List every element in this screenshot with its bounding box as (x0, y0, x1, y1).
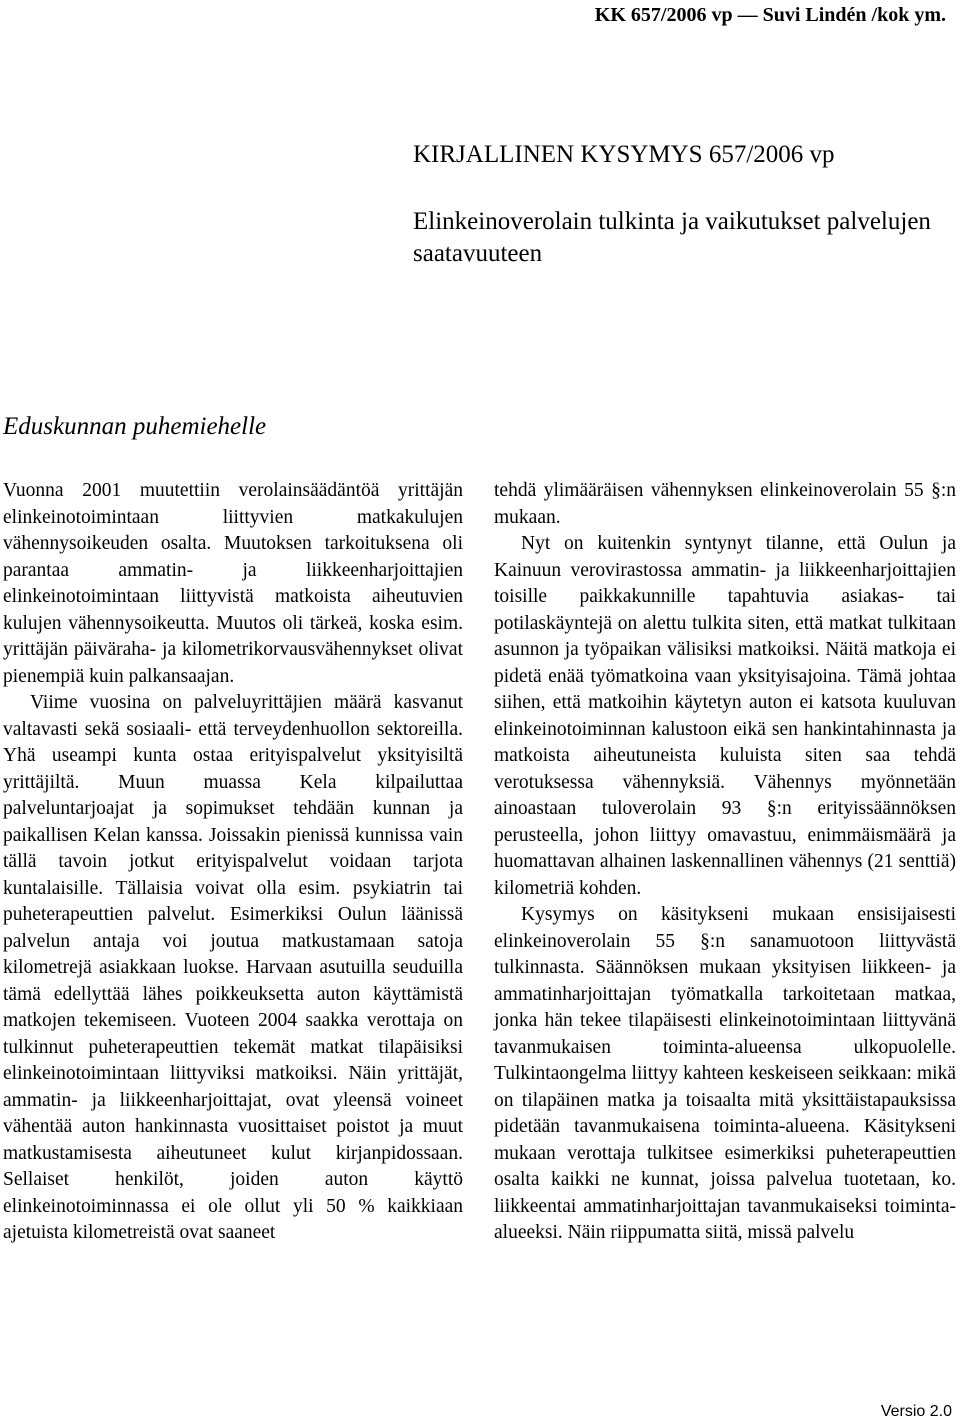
document-reference: KK 657/2006 vp — Suvi Lindén /kok ym. (594, 4, 946, 26)
addressee: Eduskunnan puhemiehelle (3, 413, 267, 440)
title-block (413, 140, 953, 270)
paragraph: Kysymys on käsitykseni mukaan ensisijaisesti elinkeinoverolain 55 §:n sanamuotoon liittyvästä tulkinnasta. Säännöksen mukaan yksityisen liikkeen- ja ammatinharjoittajan työmatkalla tarkoitetaan matkaa, jonka hän tekee tilapäisesti elinkeinotoimintaan liittyvänä tavanmukaisen toiminta-alueensa ulkopuolelle. Tulkintaongelma liittyy kahteen keskeiseen seikkaan: mikä on tilapäinen matka ja toisaalta mitä yksittäistapauksissa pidetään tavanmukaisena toiminta-alueena. Käsitykseni mukaan verottaja tulkitsee esimerkiksi puheterapeuttien osalta kaikki ne kunnat, joissa palvelua tuotetaan, ko. liikkeentai ammatinharjoittajan tavanmukaiseksi toiminta-alueeksi. Näin riippumatta siitä, missä palvelu (494, 904, 956, 1243)
paragraph: Nyt on kuitenkin syntynyt tilanne, että Oulun ja Kainuun verovirastossa ammatin- ja liikkeenharjoittajien toisille paikkakunnille tapahtuvia asiakas- tai potilaskäyntejä on alettu tulkita siten, että matkat tulkitaan asunnon ja työpaikan välisiksi matkoiksi. Näitä matkoja ei pidetä enää työmatkoina vaan yksityisajoina. Tämä johtaa siihen, että matkoihin käytetyn auton ei katsota kuuluvan elinkeinotoiminnan kalustoon eikä sen hankintahinnasta ja matkoista aiheutuneista kuluista siten saa tehdä verotuksessa vähennyksiä. Vähennys myönnetään ainoastaan tuloverolain 93 §:n erityissäännöksen perusteella, johon liittyy omavastuu, enimmäismäärä ja huomattavan alhainen laskennallinen vähennys (21 senttiä) kilometriä kohden. (494, 533, 956, 899)
paragraph: Viime vuosina on palveluyrittäjien määrä kasvanut valtavasti sekä sosiaali- että terveydenhuollon sektoreilla. Yhä useampi kunta ostaa erityispalvelut yksityisiltä yrittäjiltä. Muun muassa Kela kilpailuttaa palveluntarjoajat ja sopimukset tehdään kunnan ja paikallisen Kelan kanssa. Joissakin pienissä kunnissa vain tällä tavoin jotkut erityispalvelut voidaan tarjota kuntalaisille. Tällaisia voivat olla esim. psykiatrin tai puheterapeuttien palvelut. Esimerkiksi Oulun läänissä palvelun antaja voi joutua matkustamaan satoja kilometrejä asiakkaan luokse. Harvaan asutuilla seuduilla tämä edellyttää lähes poikkeuksetta auton käyttämistä matkojen tekemiseen. Vuoteen 2004 saakka verottaja on tulkinnut puheterapeuttien tekemät matkat tilapäisiksi elinkeinotoimintaan liittyviksi matkoiksi. Näin yrittäjät, ammatin- ja liikkeenharjoittajat, ovat yleensä voineet vähentää auton hankinnasta vuosittaiset poistot ja muut matkustamisesta aiheutuneet kulut kirjanpidossaan. Sellaiset henkilöt, joiden auton käyttö elinkeinotoiminnassa ei ole ollut yli 50 % kaikkiaan ajetuista kilometreistä ovat saaneet (3, 692, 463, 1243)
document-title: Elinkeinoverolain tulkinta ja vaikutukset palvelujen saatavuuteen (413, 208, 931, 267)
document-type: KIRJALLINEN KYSYMYS 657/2006 vp (413, 141, 835, 168)
version-label: Versio 2.0 (880, 1403, 952, 1420)
paragraph: Vuonna 2001 muutettiin verolainsäädäntöä yrittäjän elinkeinotoimintaan liittyvien matkakulujen vähennysoikeuden osalta. Muutoksen tarkoituksena oli parantaa ammatin- ja liikkeenharjoittajien elinkeinotoimintaan liittyvistä matkoista aiheutuvien kulujen vähennysoikeutta. Muutos oli tärkeä, koska esim. yrittäjän päiväraha- ja kilometrikorvausvähennykset olivat pienempiä kuin palkansaajan. (3, 480, 463, 687)
right-column (494, 478, 956, 1247)
left-column (3, 478, 463, 1247)
paragraph: tehdä ylimääräisen vähennyksen elinkeinoverolain 55 §:n mukaan. (494, 480, 956, 528)
